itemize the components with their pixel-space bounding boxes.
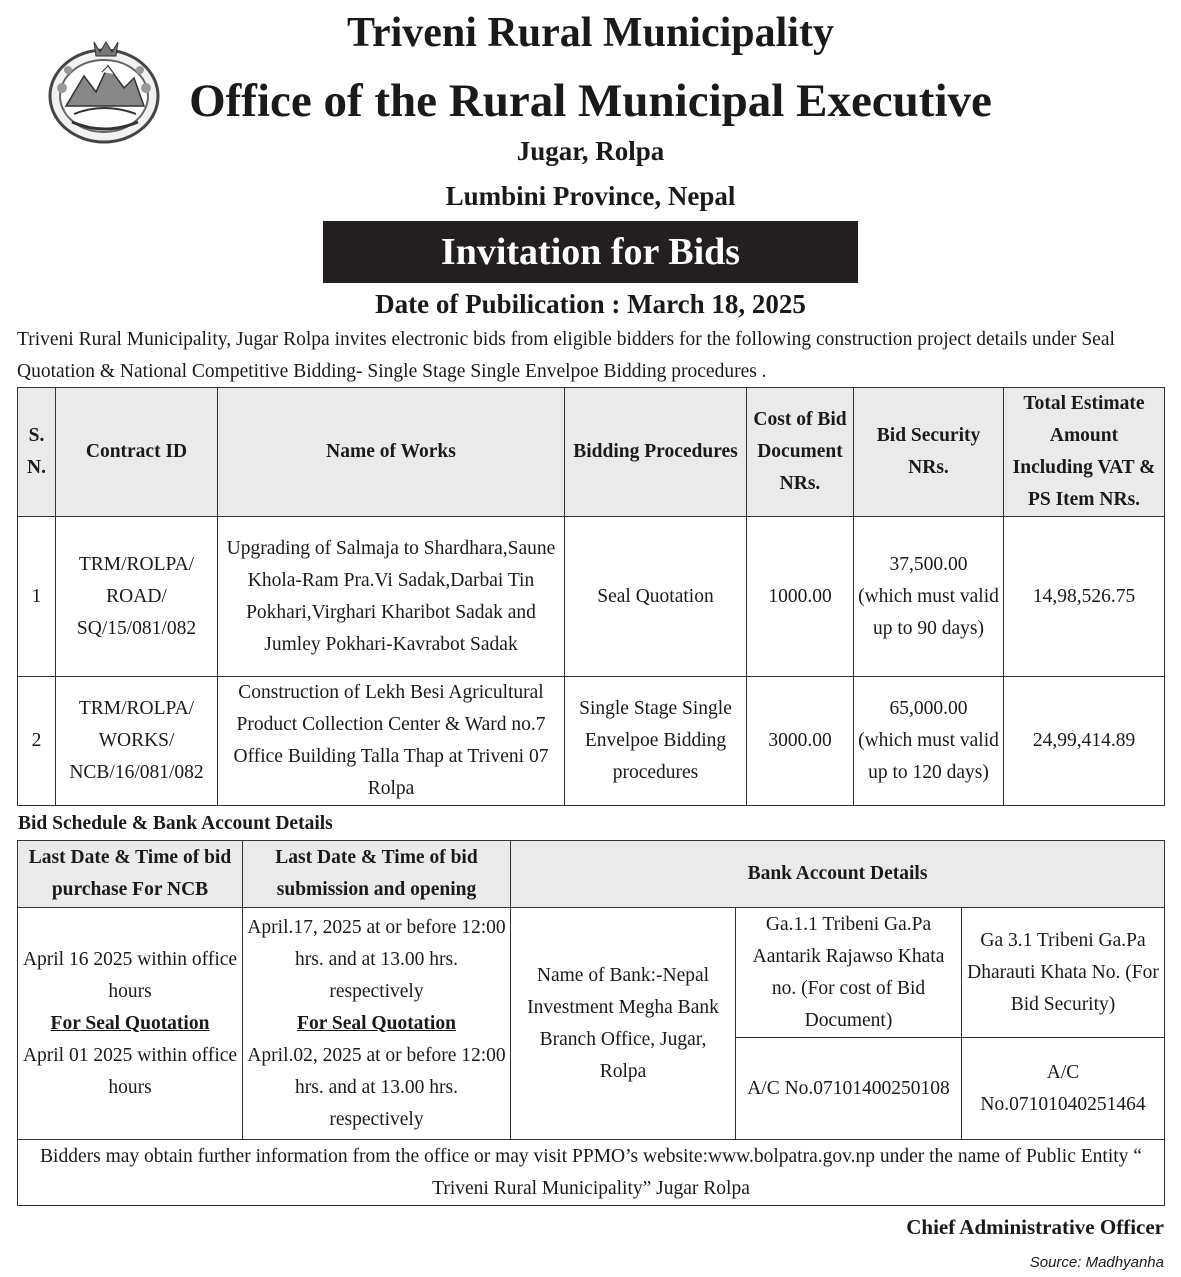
cell-cost-of-bid: 3000.00: [747, 677, 854, 806]
schedule-table: [17, 840, 1165, 1206]
col-header-bid-security: Bid Security NRs.: [854, 388, 1004, 517]
cell-contract-id: TRM/ROLPA/ WORKS/ NCB/16/081/082: [56, 677, 218, 806]
col-header-bidding-procedures: Bidding Procedures: [565, 388, 747, 517]
cell-account1-name: Ga.1.1 Tribeni Ga.Pa Aantarik Rajawso Khata no. (For cost of Bid Document): [736, 908, 962, 1038]
schedule-header-row: [18, 841, 1165, 908]
cell-cost-of-bid: 1000.00: [747, 517, 854, 677]
table-row: [18, 517, 1165, 677]
cell-bidding-procedures: Single Stage Single Envelpoe Bidding procedures: [565, 677, 747, 806]
cell-total-estimate: 24,99,414.89: [1004, 677, 1165, 806]
cell-bid-security: [854, 677, 1004, 806]
bid-security-amount: 65,000.00: [889, 698, 968, 719]
table-header-row: [18, 388, 1165, 517]
cell-bidding-procedures: Seal Quotation: [565, 517, 747, 677]
purchase-seal-label: For Seal Quotation: [50, 1012, 210, 1034]
publication-date: Date of Pubilication : March 18, 2025: [375, 289, 806, 319]
cell-account2-name: Ga 3.1 Tribeni Ga.Pa Dharauti Khata No. (For Bid Security): [962, 908, 1165, 1038]
submission-seal-label: For Seal Quotation: [297, 1012, 456, 1034]
cell-purchase-dates: [18, 908, 243, 1140]
purchase-seal: April 01 2025 within office hours: [22, 1044, 238, 1098]
col-header-name-of-works: Name of Works: [218, 388, 565, 517]
works-table: [17, 387, 1165, 806]
source-credit: Source: Madhyanha: [1029, 1254, 1164, 1271]
col-header-submission: Last Date & Time of bid submission and opening: [243, 841, 511, 908]
purchase-ncb: April 16 2025 within office hours: [22, 948, 238, 1002]
signatory: Chief Administrative Officer: [906, 1215, 1164, 1239]
office-title: Office of the Rural Municipal Executive: [189, 75, 992, 127]
cell-sn: 1: [18, 517, 56, 677]
table-row: [18, 677, 1165, 806]
col-header-bank: Bank Account Details: [511, 841, 1165, 908]
municipality-title: Triveni Rural Municipality: [347, 10, 834, 56]
bid-security-amount: 37,500.00: [889, 553, 968, 575]
submission-ncb: April.17, 2025 at or before 12:00 hrs. and at 13.00 hrs. respectively: [247, 916, 506, 1002]
cell-sn: 2: [18, 677, 56, 806]
cell-bank-name: Name of Bank:-Nepal Investment Megha Bank Branch Office, Jugar, Rolpa: [511, 908, 736, 1140]
cell-bid-security: [854, 517, 1004, 677]
cell-total-estimate: 14,98,526.75: [1004, 517, 1165, 677]
col-header-total-estimate: Total Estimate Amount Including VAT & PS Item NRs.: [1004, 388, 1165, 517]
bid-security-note: (which must valid up to 120 days): [858, 730, 999, 783]
notice-title-banner: Invitation for Bids: [323, 221, 858, 283]
schedule-footer-row: [18, 1140, 1165, 1206]
cell-submission-dates: [243, 908, 511, 1140]
cell-account1-no: A/C No.07101400250108: [736, 1038, 962, 1140]
col-header-contract-id: Contract ID: [56, 388, 218, 517]
footer-note: Bidders may obtain further information from the office or may visit PPMO’s website:www.bolpatra.gov.np under the name of Public Entity “ Triveni Rural Municipality” Jugar Rolpa: [18, 1140, 1165, 1206]
intro-paragraph: Triveni Rural Municipality, Jugar Rolpa invites electronic bids from eligible bidders for the following construction project details under Seal Quotation & National Competitive Bidding- Single Stage Single Envelpoe Bidding procedures .: [17, 329, 1115, 382]
col-header-purchase: Last Date & Time of bid purchase For NCB: [18, 841, 243, 908]
cell-name-of-works: Upgrading of Salmaja to Shardhara,Saune Khola-Ram Pra.Vi Sadak,Darbai Tin Pokhari,Virghari Kharibot Sadak and Jumley Pokhari-Kavrabot Sadak: [218, 517, 565, 677]
province-line: Lumbini Province, Nepal: [445, 181, 736, 211]
submission-seal: April.02, 2025 at or before 12:00 hrs. and at 13.00 hrs. respectively: [247, 1044, 506, 1130]
schedule-title: Bid Schedule & Bank Account Details: [18, 813, 333, 834]
schedule-row: [18, 908, 1165, 1038]
bid-security-note: (which must valid up to 90 days): [858, 585, 999, 639]
col-header-sn: S. N.: [18, 388, 56, 517]
cell-account2-no: A/C No.07101040251464: [962, 1038, 1165, 1140]
cell-name-of-works: Construction of Lekh Besi Agricultural Product Collection Center & Ward no.7 Office Building Talla Thap at Triveni 07 Rolpa: [218, 677, 565, 806]
col-header-cost-of-bid: Cost of Bid Document NRs.: [747, 388, 854, 517]
cell-contract-id: TRM/ROLPA/ ROAD/ SQ/15/081/082: [56, 517, 218, 677]
location-line: Jugar, Rolpa: [516, 136, 665, 166]
